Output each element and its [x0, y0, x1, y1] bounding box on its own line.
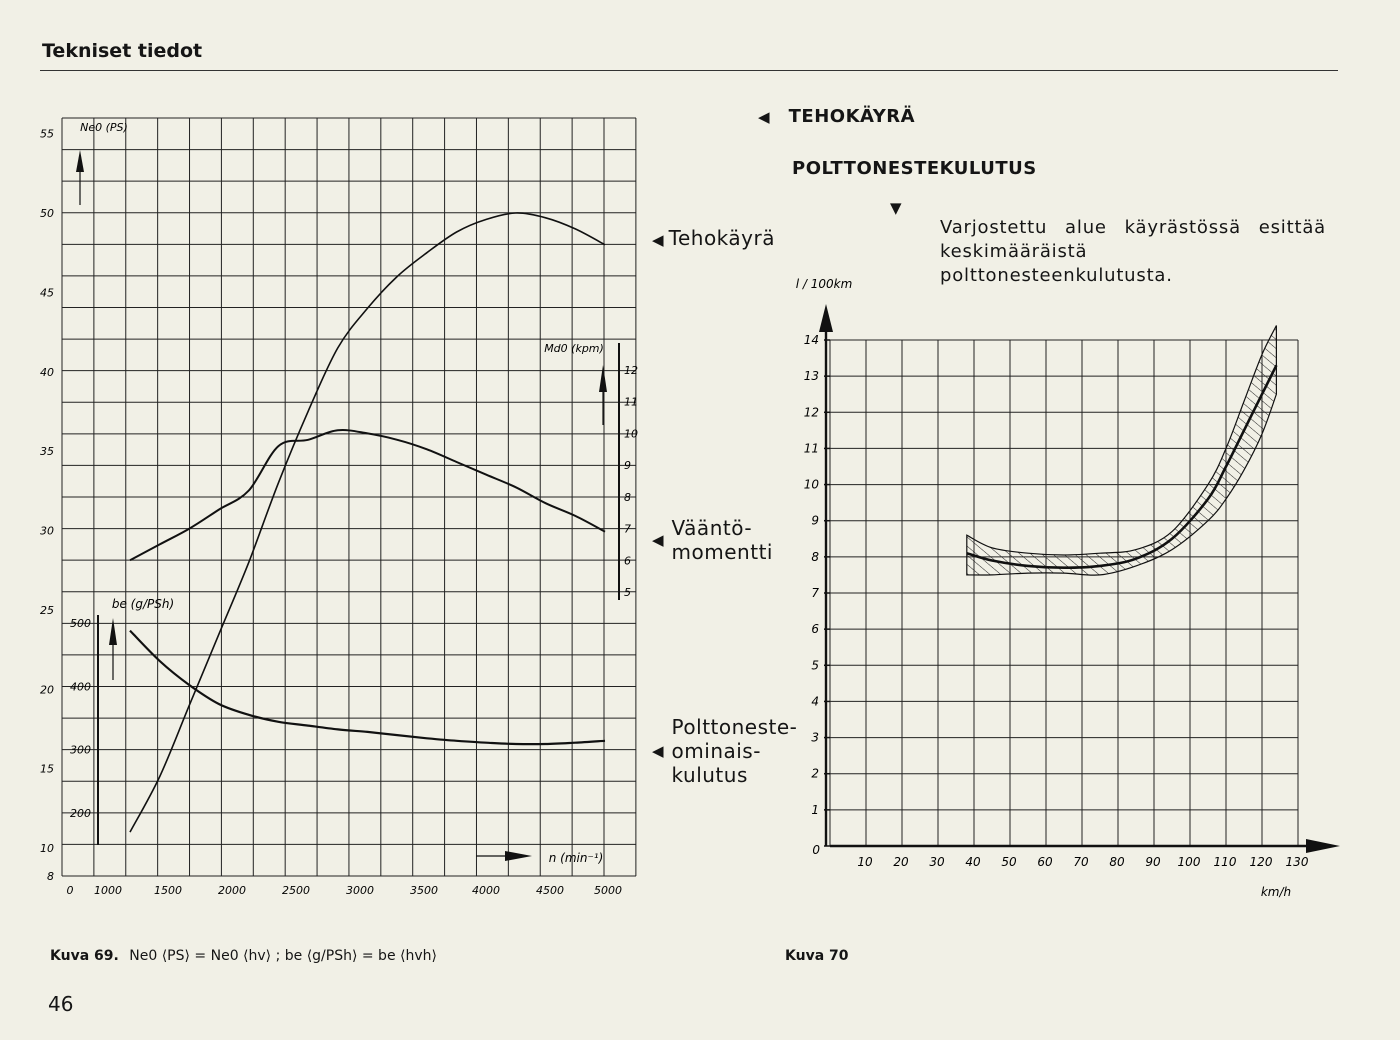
consumption-band-area — [967, 326, 1277, 576]
x-axis-tick-label: 80 — [1109, 855, 1125, 869]
torque-label-line-1: Vääntö- — [671, 516, 753, 540]
y-axis-tick-label: 9 — [811, 513, 819, 528]
ne-axis-tick-label: 45 — [40, 286, 54, 300]
y-axis-tick-label: 12 — [803, 405, 819, 420]
ne-axis-arrow-icon — [76, 150, 84, 172]
ne-axis-tick-label: 10 — [40, 842, 54, 855]
ne-axis-tick-label: 8 — [47, 870, 54, 883]
rpm-axis-tick-label: 3500 — [410, 884, 438, 897]
md-axis-tick-label: 10 — [624, 427, 638, 441]
x-axis-tick-label: 40 — [965, 855, 981, 869]
rpm-axis-tick-label: 2500 — [282, 884, 310, 897]
power-curve-line — [130, 213, 605, 832]
heading-power-curve — [758, 106, 915, 127]
consumption-curve-label — [652, 715, 797, 787]
x-axis-arrow-icon — [1306, 839, 1340, 853]
power-curve-label — [652, 226, 775, 250]
y-axis-tick-label: 1 — [811, 802, 819, 817]
y-axis-tick-label: 4 — [811, 694, 819, 709]
y-axis-tick-label: 8 — [811, 549, 819, 564]
md-axis-tick-label: 5 — [624, 586, 631, 599]
x-axis-tick-label: 90 — [1145, 855, 1161, 869]
ne-axis-tick-label: 40 — [40, 365, 54, 379]
x-axis-tick-label: 110 — [1213, 855, 1237, 869]
rpm-axis-tick-label: 4000 — [472, 884, 500, 897]
y-axis-tick-label: 10 — [803, 477, 819, 492]
be-axis-tick-label: 200 — [70, 807, 91, 820]
x-axis-tick-label: 120 — [1249, 855, 1273, 869]
x-axis-tick-label: 30 — [929, 855, 945, 869]
y-axis-tick-label: 2 — [811, 766, 819, 781]
md-axis-tick-label: 7 — [624, 522, 631, 536]
md-axis-tick-label: 8 — [624, 490, 631, 504]
left-arrow-icon: ◀ — [652, 742, 664, 760]
heading-fuel-consumption: POLTTONESTEKULUTUS — [792, 158, 1037, 179]
y-axis-tick-label: 14 — [803, 333, 819, 347]
torque-curve-label — [652, 516, 773, 564]
ne-axis-tick-label: 30 — [40, 524, 54, 538]
md-axis-arrow-icon — [599, 365, 607, 392]
ne-axis-tick-label: 15 — [40, 762, 54, 776]
be-axis-tick-label: 400 — [70, 680, 91, 694]
y-axis-unit-label: l / 100km — [795, 277, 853, 291]
left-chart-grid — [62, 118, 636, 876]
x-axis-tick-label: 70 — [1073, 855, 1089, 869]
y-axis-tick-label: 13 — [803, 369, 819, 384]
consumption-label-line-2: ominais- — [671, 739, 761, 763]
x-axis-tick-label: 100 — [1177, 855, 1201, 869]
figure-70-caption: Kuva 70 — [785, 948, 849, 964]
rpm-axis-tick-label: 2000 — [218, 884, 246, 897]
y-axis-tick-label: 3 — [811, 730, 819, 745]
md-axis-tick-label: 6 — [624, 554, 631, 568]
rpm-axis-tick-label: 3000 — [346, 884, 374, 897]
figure-69-text: Ne0 ⟨PS⟩ = Ne0 ⟨hv⟩ ; be ⟨g/PSh⟩ = be ⟨hvh⟩ — [129, 948, 437, 964]
left-arrow-icon: ◀ — [652, 231, 664, 249]
rpm-axis-tick-label: 1500 — [154, 884, 182, 897]
be-axis-tick-label: 300 — [70, 743, 91, 757]
right-chart-ticks — [804, 333, 1309, 869]
rpm-axis-arrow-icon — [505, 851, 532, 861]
be-axis-arrow-icon — [109, 618, 117, 645]
x-axis-tick-label: 50 — [1001, 855, 1017, 869]
figure-69-caption — [50, 948, 437, 964]
y-axis-tick-label: 5 — [811, 658, 819, 673]
left-chart-curves — [130, 213, 605, 832]
ne-axis-tick-label: 20 — [40, 683, 54, 697]
rpm-axis-tick-label: 5000 — [594, 884, 622, 897]
x-axis-tick-label: 20 — [893, 855, 909, 869]
x-axis-tick-label: 130 — [1285, 855, 1309, 869]
torque-curve-line — [130, 430, 605, 560]
rpm-axis-tick-label: 4500 — [536, 884, 564, 897]
page-header-title: Tekniset tiedot — [42, 40, 203, 62]
consumption-curve-line — [130, 631, 605, 745]
y-axis-tick-label: 7 — [811, 586, 819, 600]
y-axis-tick-label: 0 — [812, 843, 820, 857]
consumption-label-line-1: Polttoneste- — [671, 715, 798, 739]
x-axis-unit-label: km/h — [1260, 885, 1292, 899]
rpm-axis-title: n (min⁻¹) — [548, 851, 604, 865]
torque-label-line-2: momentti — [671, 540, 773, 564]
x-axis-tick-label: 60 — [1037, 855, 1053, 869]
ne-axis-title: Ne0 (PS) — [80, 121, 128, 134]
left-arrow-icon: ◀ — [652, 531, 664, 549]
rpm-axis-tick-label: 1000 — [94, 884, 122, 897]
page-number: 46 — [48, 992, 74, 1016]
ne-axis-tick-label: 35 — [40, 445, 54, 459]
ne-axis-tick-label: 50 — [40, 207, 54, 220]
md-axis-title: Md0 (kpm) — [544, 342, 604, 355]
y-axis-tick-label: 6 — [811, 622, 819, 637]
ne-axis-tick-label: 55 — [40, 127, 54, 141]
chart-description: Varjostettu alue käyrästössä esittää keskimääräistä polttonesteenkulutusta. — [940, 217, 1326, 286]
heading-power-text: TEHOKÄYRÄ — [788, 106, 916, 127]
md-axis-tick-label: 9 — [624, 459, 631, 473]
y-axis-tick-label: 11 — [803, 441, 819, 456]
y-axis-arrow-icon — [819, 304, 833, 332]
rpm-axis-tick-label: 0 — [66, 884, 74, 897]
md-axis-tick-label: 12 — [624, 364, 638, 377]
right-chart-grid — [824, 340, 1298, 846]
power-curve-label-text: Tehokäyrä — [668, 226, 775, 250]
down-arrow-icon: ▼ — [890, 199, 902, 217]
right-chart-band — [967, 326, 1277, 576]
consumption-label-line-3: kulutus — [671, 763, 748, 787]
be-axis-title: be (g/PSh) — [111, 597, 175, 611]
ne-axis-tick-label: 25 — [40, 603, 54, 617]
be-axis-tick-label: 500 — [70, 617, 91, 630]
figure-69-label: Kuva 69. — [50, 948, 119, 964]
md-axis-tick-label: 11 — [624, 395, 638, 409]
x-axis-tick-label: 10 — [857, 855, 873, 869]
left-arrow-icon: ◀ — [758, 108, 770, 126]
